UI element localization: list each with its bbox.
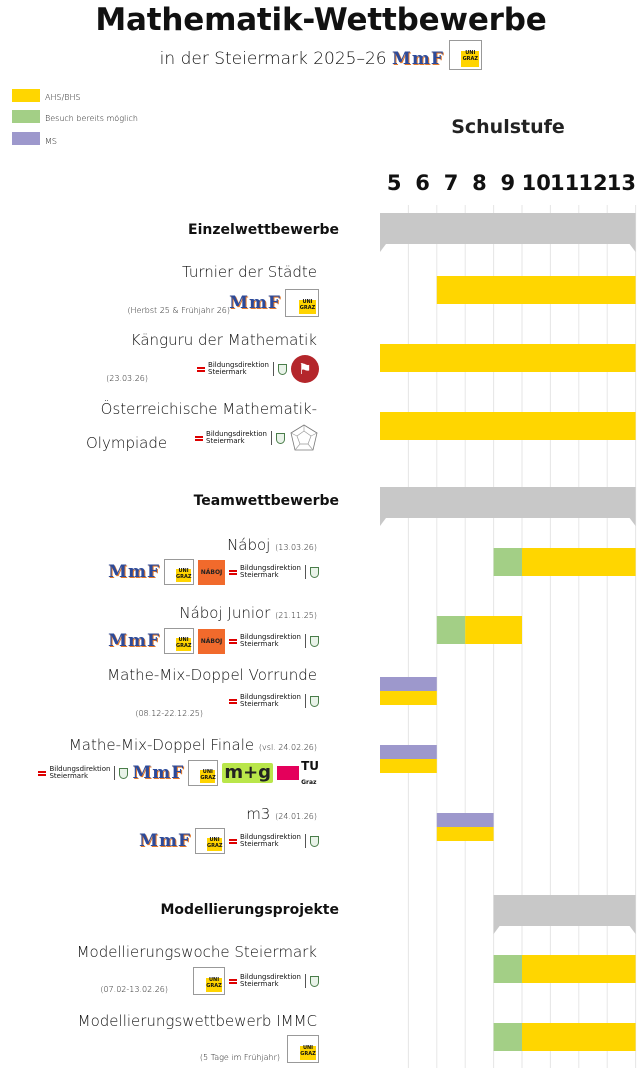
bar-segment xyxy=(465,616,522,644)
bar-segment xyxy=(522,1023,636,1051)
uni-graz-logo: UNI GRAZ xyxy=(193,967,225,995)
tu-graz-logo: TU Graz xyxy=(277,759,319,787)
separator xyxy=(305,634,306,648)
mmf-logo: MmF xyxy=(139,830,192,851)
bar-segment xyxy=(437,813,494,827)
steiermark-crest-icon xyxy=(278,364,287,375)
naboj-logo: NÁBOJ xyxy=(198,629,225,654)
logos-immc xyxy=(287,1035,319,1063)
naboj-logo: NÁBOJ xyxy=(198,560,225,585)
logos-modellierungswoche xyxy=(193,967,319,995)
steiermark-crest-icon xyxy=(310,976,319,987)
section-ribbon xyxy=(380,487,636,526)
bar-segment xyxy=(494,955,522,983)
competition-name-mmd-finale: Mathe-Mix-Doppel Finale (vsl. 24.02.26) xyxy=(68,736,317,754)
legend-swatch-besuch xyxy=(12,110,40,123)
section-ribbon xyxy=(380,213,636,252)
steiermark-crest-icon xyxy=(276,433,285,444)
bar-segment xyxy=(494,1023,522,1051)
section-heading-einzel: Einzelwettbewerbe xyxy=(188,222,339,238)
axis-title: Schulstufe xyxy=(451,116,565,138)
bildungsdirektion-logo: Bildungsdirektion Steiermark xyxy=(229,565,301,580)
kangaroo-icon: ⚑ xyxy=(291,355,319,383)
competition-name-m3: m3 (24.01.26) xyxy=(246,805,317,823)
uni-graz-logo: UNI GRAZ xyxy=(195,828,225,854)
mg-logo: m+g xyxy=(224,762,272,784)
competition-name-oemo-line1: Österreichische Mathematik- xyxy=(100,400,317,418)
bildungsdirektion-logo: Bildungsdirektion Steiermark xyxy=(195,431,267,446)
tick-label: 5 xyxy=(386,171,402,195)
logos-mmd-vorrunde xyxy=(229,694,319,709)
bar-segment xyxy=(380,691,437,705)
legend-label-besuch: Besuch bereits möglich xyxy=(45,114,138,123)
tick-label: 7 xyxy=(443,171,459,195)
mmf-logo: MmF xyxy=(132,762,185,783)
uni-graz-logo: UNI GRAZ xyxy=(164,628,194,654)
competition-name-kaenguru: Känguru der Mathematik xyxy=(130,331,317,349)
geometric-dodecahedron-icon xyxy=(289,424,319,452)
bar-segment xyxy=(380,759,437,773)
logos-oemo xyxy=(195,424,319,452)
competition-note-turnier: (Herbst 25 & Frühjahr 26) xyxy=(127,306,230,315)
bildungsdirektion-logo: Bildungsdirektion Steiermark xyxy=(229,694,301,709)
logos-naboj-junior xyxy=(108,628,319,654)
uni-graz-logo: UNI GRAZ xyxy=(188,760,218,786)
bar-segment xyxy=(437,827,494,841)
bildungsdirektion-logo: Bildungsdirektion Steiermark xyxy=(197,362,269,377)
bar-segment xyxy=(380,412,636,440)
bar-segment xyxy=(522,955,636,983)
uni-graz-logo: UNI GRAZ xyxy=(285,289,319,317)
uni-graz-logo: UNI GRAZ xyxy=(449,40,482,70)
tick-label: 12 xyxy=(578,171,608,195)
subtitle-text: in der Steiermark 2025–26 xyxy=(159,49,387,69)
separator xyxy=(305,974,306,988)
mmf-logo: MmF xyxy=(229,292,281,313)
section-heading-team: Teamwettbewerbe xyxy=(193,493,339,509)
separator xyxy=(114,766,115,780)
mmf-logo: MmF xyxy=(108,630,161,651)
separator xyxy=(305,694,306,708)
logos-mmd-finale xyxy=(38,759,319,787)
bildungsdirektion-logo: Bildungsdirektion Steiermark xyxy=(229,974,301,989)
steiermark-crest-icon xyxy=(310,567,319,578)
bar-segment xyxy=(380,745,437,759)
tick-label: 9 xyxy=(500,171,516,195)
tick-label: 8 xyxy=(472,171,487,195)
bar-segment xyxy=(437,276,636,304)
competition-note-kaenguru: (23.03.26) xyxy=(106,374,148,383)
logos-naboj xyxy=(108,559,319,585)
tick-label: 10 xyxy=(521,171,551,195)
page-title: Mathematik-Wettbewerbe xyxy=(95,2,547,38)
competition-note-immc: (5 Tage im Frühjahr) xyxy=(199,1053,280,1062)
competition-name-modellierungswoche: Modellierungswoche Steiermark xyxy=(76,943,317,961)
competition-name-oemo-line2: Olympiade xyxy=(86,434,168,452)
bildungsdirektion-logo: Bildungsdirektion Steiermark xyxy=(229,634,301,649)
page-subtitle xyxy=(0,44,642,74)
steiermark-crest-icon xyxy=(119,768,128,779)
competition-note-mmd-vorrunde: (08.12-22.12.25) xyxy=(135,709,203,718)
logos-kaenguru xyxy=(197,355,319,383)
uni-graz-logo: UNI GRAZ xyxy=(287,1035,319,1063)
logos-m3 xyxy=(139,828,319,854)
steiermark-crest-icon xyxy=(310,696,319,707)
bar-segment xyxy=(380,677,437,691)
logos-turnier xyxy=(229,289,319,317)
separator xyxy=(305,834,306,848)
competition-name-naboj-junior: Náboj Junior (21.11.25) xyxy=(179,604,317,622)
legend-label-ms: MS xyxy=(45,137,57,146)
bar-segment xyxy=(494,548,522,576)
bar-segment xyxy=(380,344,636,372)
separator xyxy=(273,362,274,376)
section-heading-modellierung: Modellierungsprojekte xyxy=(160,902,339,918)
separator xyxy=(271,431,272,445)
mmf-logo: MmF xyxy=(392,49,444,69)
bar-segment xyxy=(522,548,636,576)
steiermark-crest-icon xyxy=(310,836,319,847)
tick-label: 13 xyxy=(606,171,637,195)
competition-name-naboj: Náboj (13.03.26) xyxy=(227,536,317,554)
competition-note-modellierungswoche: (07.02-13.02.26) xyxy=(100,985,168,994)
competition-name-mmd-vorrunde: Mathe-Mix-Doppel Vorrunde xyxy=(107,666,317,684)
separator xyxy=(305,565,306,579)
legend-swatch-ms xyxy=(12,132,40,145)
tick-label: 6 xyxy=(415,171,430,195)
uni-graz-logo: UNI GRAZ xyxy=(164,559,194,585)
bar-segment xyxy=(437,616,465,644)
legend-label-ahs-bhs: AHS/BHS xyxy=(45,93,81,102)
competition-name-immc: Modellierungswettbewerb IMMC xyxy=(77,1012,317,1030)
bildungsdirektion-logo: Bildungsdirektion Steiermark xyxy=(38,766,110,781)
steiermark-crest-icon xyxy=(310,636,319,647)
competition-name-turnier: Turnier der Städte xyxy=(181,263,317,281)
bildungsdirektion-logo: Bildungsdirektion Steiermark xyxy=(229,834,301,849)
legend-swatch-ahs-bhs xyxy=(12,89,40,102)
section-ribbon xyxy=(494,895,636,934)
mmf-logo: MmF xyxy=(108,561,161,582)
tick-label: 11 xyxy=(549,171,580,195)
